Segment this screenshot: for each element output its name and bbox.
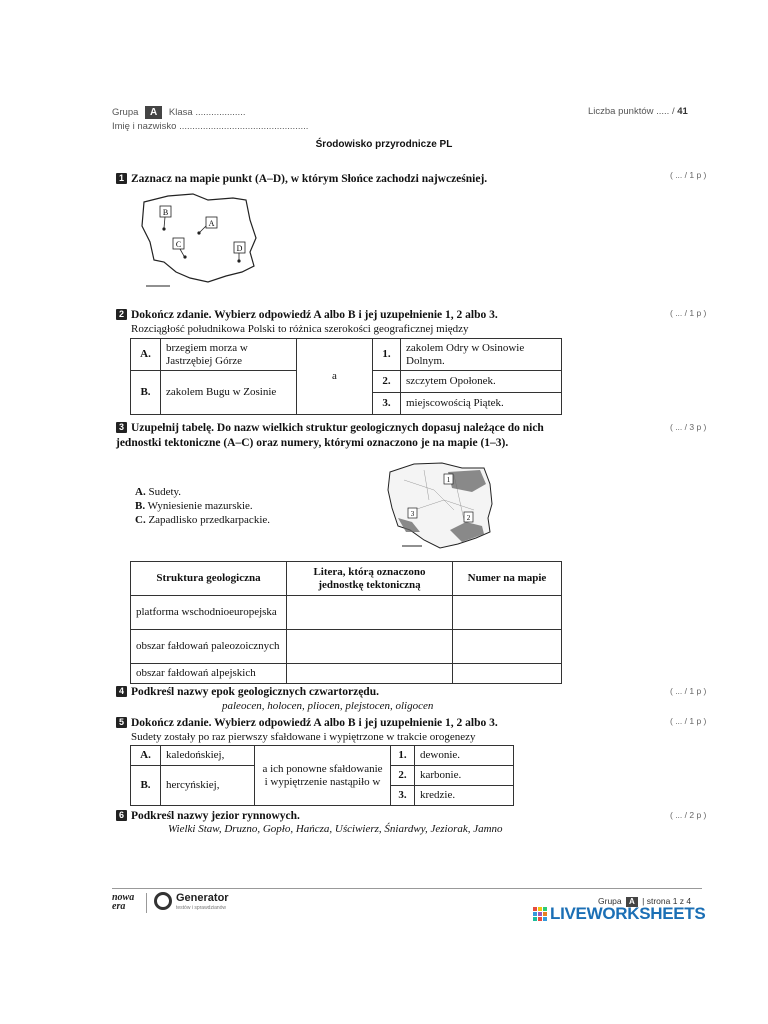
q3-row3-letter-input[interactable] (287, 664, 453, 684)
q3-map-num-1: 1 (446, 476, 451, 484)
q3-option-c: C. Zapadlisko przedkarpackie. (135, 514, 271, 526)
q5-opt3-label[interactable]: 3. (391, 786, 415, 806)
q3-map-num-2: 2 (466, 514, 471, 522)
q4-text: Podkreśl nazwy epok geologicznych czwartorzędu. (131, 686, 379, 698)
header-points (588, 106, 688, 117)
q4-number: 4 (116, 686, 127, 697)
q3-row3-name: obszar fałdowań alpejskich (131, 664, 287, 684)
q3-row2-letter-input[interactable] (287, 630, 453, 664)
grupa-label: Grupa (112, 107, 139, 118)
q5-sub: Sudety zostały po raz pierwszy sfałdowane i wypiętrzone w trakcie orogenezy (131, 731, 476, 743)
q3-row1-number-input[interactable] (453, 596, 562, 630)
table-row (131, 664, 562, 684)
q2-points: ( ... / 1 p ) (670, 308, 707, 318)
q5-middle: a ich ponowne sfałdowanie i wypiętrzenie nastąpiło w (255, 746, 391, 806)
q1-point-b[interactable] (160, 206, 171, 231)
q1-point-d[interactable] (234, 242, 245, 263)
q2-middle: a (297, 339, 373, 415)
generator-logo-icon (154, 892, 172, 910)
q6-prompt (116, 809, 300, 824)
q3-option-b: B. Wyniesienie mazurskie. (135, 500, 253, 512)
q4-prompt (116, 685, 379, 700)
q1-label-d: D (236, 244, 243, 253)
q1-label-c: C (175, 240, 182, 249)
table-row (131, 630, 562, 664)
q4-items[interactable]: paleocen, holocen, pliocen, plejstocen, oligocen (222, 700, 434, 712)
q1-prompt (116, 172, 487, 187)
q2-number: 2 (116, 309, 127, 320)
q2-b-label[interactable]: B. (131, 371, 161, 415)
q3-options (135, 485, 270, 527)
footer-divider (112, 888, 702, 889)
q3-col-number: Numer na mapie (453, 562, 562, 596)
q3-row3-number-input[interactable] (453, 664, 562, 684)
publisher-logo: nowa era (112, 892, 135, 912)
q5-b-label[interactable]: B. (131, 766, 161, 806)
q2-a-text[interactable]: brzegiem morza w Jastrzębiej Górze (161, 339, 297, 371)
q3-text: Uzupełnij tabelę. Do nazw wielkich struktur geologicznych dopasuj należące do nich jednostki tektoniczne (A–C) oraz numery, którymi oznaczono je na mapie (1–3). (116, 422, 544, 449)
q1-point-a[interactable] (197, 217, 217, 235)
points-label: Liczba punktów ..... / (588, 106, 675, 117)
q6-items[interactable]: Wielki Staw, Druzno, Gopło, Hańcza, Uściwierz, Śniardwy, Jeziorak, Jamno (168, 823, 503, 835)
footer-page-info: Grupa A | strona 1 z 4 (598, 896, 692, 906)
q3-option-a: A. Sudety. (135, 486, 182, 498)
q5-a-label[interactable]: A. (131, 746, 161, 766)
q3-row1-name: platforma wschodnioeuropejska (131, 596, 287, 630)
q3-row2-number-input[interactable] (453, 630, 562, 664)
q5-opt2-label[interactable]: 2. (391, 766, 415, 786)
q1-point-c[interactable] (173, 238, 187, 259)
q3-col-letter: Litera, którą oznaczono jednostkę tektoniczną (287, 562, 453, 596)
q6-points: ( ... / 2 p ) (670, 810, 707, 820)
q2-text: Dokończ zdanie. Wybierz odpowiedź A albo B i jej uzupełnienie 1, 2 albo 3. (131, 309, 498, 321)
q5-prompt (116, 716, 498, 731)
q5-opt2-text[interactable]: karbonie. (415, 766, 514, 786)
q4-points: ( ... / 1 p ) (670, 686, 707, 696)
q2-sub: Rozciągłość południkowa Polski to różnica szerokości geograficznej między (131, 323, 469, 335)
imie-field[interactable]: ................................................. (179, 121, 309, 132)
q1-points: ( ... / 1 p ) (670, 170, 707, 180)
klasa-label: Klasa (168, 107, 193, 118)
q2-a-label[interactable]: A. (131, 339, 161, 371)
liveworksheets-icon (533, 907, 547, 921)
q2-opt1-text[interactable]: zakolem Odry w Osinowie Dolnym. (401, 339, 562, 371)
header-name-line (112, 121, 308, 132)
q3-row1-letter-input[interactable] (287, 596, 453, 630)
q2-opt2-label[interactable]: 2. (373, 371, 401, 393)
generator-name: Generator (176, 892, 229, 904)
q2-prompt (116, 308, 498, 323)
q5-b-text[interactable]: hercyńskiej, (161, 766, 255, 806)
q3-prompt (116, 421, 566, 451)
q5-points: ( ... / 1 p ) (670, 716, 707, 726)
klasa-field[interactable]: ................... (195, 107, 246, 118)
q5-opt1-label[interactable]: 1. (391, 746, 415, 766)
q1-label-a: A (208, 219, 215, 228)
q5-opt3-text[interactable]: kredzie. (415, 786, 514, 806)
q5-a-text[interactable]: kaledońskiej, (161, 746, 255, 766)
q6-text: Podkreśl nazwy jezior rynnowych. (131, 810, 300, 822)
q3-row2-name: obszar fałdowań paleozoicznych (131, 630, 287, 664)
liveworksheets-brand[interactable]: LIVEWORKSHEETS (550, 904, 706, 923)
header-group-line (112, 106, 245, 119)
q1-poland-map (138, 190, 268, 290)
q3-col-structure: Struktura geologiczna (131, 562, 287, 596)
imie-label: Imię i nazwisko (112, 121, 177, 132)
page-title: Środowisko przyrodnicze PL (315, 139, 453, 150)
q5-opt1-text[interactable]: dewonie. (415, 746, 514, 766)
q1-map-outline (142, 194, 256, 282)
q3-points: ( ... / 3 p ) (670, 422, 707, 432)
q2-opt1-label[interactable]: 1. (373, 339, 401, 371)
q1-number: 1 (116, 173, 127, 184)
q3-geology-map (384, 460, 496, 552)
grupa-badge: A (145, 106, 162, 119)
q2-opt2-text[interactable]: szczytem Opołonek. (401, 371, 562, 393)
q5-number: 5 (116, 717, 127, 728)
q2-opt3-label[interactable]: 3. (373, 393, 401, 415)
q1-label-b: B (162, 208, 169, 217)
q5-table (130, 745, 514, 806)
q3-number: 3 (116, 422, 127, 433)
table-row (131, 596, 562, 630)
generator-sub: testów i sprawdzianów (176, 905, 227, 911)
q1-text: Zaznacz na mapie punkt (A–D), w którym Słońce zachodzi najwcześniej. (131, 173, 488, 185)
q2-opt3-text[interactable]: miejscowością Piątek. (401, 393, 562, 415)
points-total: 41 (677, 106, 688, 117)
q6-number: 6 (116, 810, 127, 821)
q2-table (130, 338, 562, 415)
q5-text: Dokończ zdanie. Wybierz odpowiedź A albo B i jej uzupełnienie 1, 2 albo 3. (131, 717, 498, 729)
q3-table (130, 561, 562, 684)
q2-b-text[interactable]: zakolem Bugu w Zosinie (161, 371, 297, 415)
q3-map-num-3: 3 (410, 510, 415, 518)
